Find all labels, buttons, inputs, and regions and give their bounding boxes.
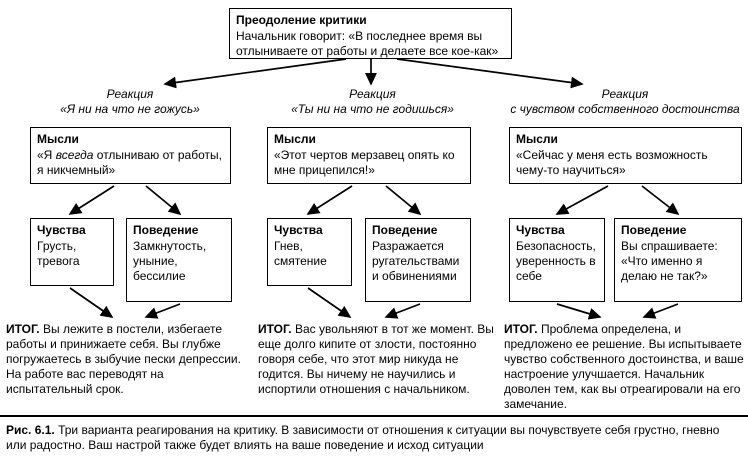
reaction-label-1 (35, 87, 225, 117)
thoughts-box-1 (30, 127, 231, 184)
feelings-text-1: Грусть, тревога (37, 239, 80, 268)
reaction-quote-3: с чувством собственного достоинства (510, 102, 740, 116)
behavior-text-3: Вы спрашиваете: «Что именно я делаю не так?» (621, 239, 718, 283)
behavior-box-1 (126, 218, 232, 302)
behavior-box-3 (614, 218, 742, 302)
figure-caption-label: Рис. 6.1. (6, 423, 55, 437)
reaction-quote-1: «Я ни на что не гожусь» (60, 102, 200, 116)
thoughts-title-1: Мысли (37, 132, 79, 146)
behavior-text-1: Замкнутость, уныние, бессилие (133, 239, 207, 283)
feelings-text-2: Гнев, смятение (274, 239, 327, 268)
figure-caption-text: Три варианта реагирования на критику. В зависимости от отношения к ситуации вы почувствуете себя грустно, гневно или радостно. Ваш настрой также будет влиять на ваше поведение и исход ситуации (6, 423, 720, 452)
feelings-text-3: Безопасность, уверенность в себе (516, 239, 596, 283)
arrow-feelings3-to-outcome3 (557, 304, 600, 317)
behavior-title-3: Поведение (621, 223, 687, 237)
arrow-behavior3-to-outcome3 (644, 304, 678, 317)
arrow-behavior2-to-outcome2 (386, 304, 420, 317)
arrow-top-to-reaction-1 (165, 59, 346, 84)
arrow-feelings2-to-outcome2 (308, 288, 350, 317)
thoughts-title-3: Мысли (516, 132, 558, 146)
thoughts-text-1: «Я всегда отлыниваю от работы, я никчемный» (37, 148, 222, 177)
reaction-label-2 (275, 87, 470, 117)
arrow-thoughts1-to-behavior1 (146, 186, 180, 214)
arrow-feelings1-to-outcome1 (70, 288, 112, 317)
reaction-word-3: Реакция (601, 87, 649, 101)
thoughts-title-2: Мысли (274, 132, 316, 146)
outcome-text-3: ИТОГ. Проблема определена, и предложено ее решение. Вы испытываете чувство собственного достоинства, и ваше настроение улучшается. Начальник доволен тем, как вы отреагировали на его замечание. (504, 322, 744, 411)
problem-box (229, 8, 512, 59)
thoughts-text-3: «Сейчас у меня есть возможность чему-то научиться» (516, 148, 708, 177)
thoughts-box-3 (509, 127, 742, 184)
reaction-word-1: Реакция (106, 87, 154, 101)
feelings-title-2: Чувства (274, 223, 323, 237)
thoughts-text-2: «Этот чертов мерзавец опять ко мне прицепился!» (274, 148, 455, 177)
arrow-thoughts2-to-feelings2 (308, 186, 352, 214)
reaction-quote-2: «Ты ни на что не годишься» (291, 102, 454, 116)
feelings-box-3 (509, 218, 605, 302)
feelings-box-1 (30, 218, 114, 286)
behavior-text-2: Разражается ругательствами и обвинениями (372, 239, 460, 283)
outcome-text-2: ИТОГ. Вас увольняют в тот же момент. Вы еще долго кипите от злости, постоянно говоря себе, что этот мир никуда не годится. Вы ничему не научились и испортили отношения с начальником. (258, 322, 494, 396)
outcome-text-1: ИТОГ. Вы лежите в постели, избегаете работы и принижаете себя. Вы глубже погружаетесь в зыбучие пески депрессии. На работе вас переводят на испытательный срок. (6, 322, 241, 396)
feelings-title-1: Чувства (37, 223, 86, 237)
feelings-box-2 (267, 218, 352, 286)
arrow-thoughts1-to-feelings1 (70, 186, 114, 214)
arrow-top-to-reaction-3 (397, 59, 582, 84)
reaction-word-2: Реакция (349, 87, 396, 101)
arrow-thoughts3-to-behavior3 (642, 186, 678, 214)
arrow-behavior1-to-outcome1 (146, 304, 180, 317)
arrow-thoughts3-to-feelings3 (557, 186, 608, 214)
behavior-box-2 (365, 218, 471, 302)
thoughts-box-2 (267, 127, 471, 184)
problem-title: Преодоление критики (236, 13, 367, 27)
figure-caption (6, 423, 742, 453)
reaction-label-3 (505, 87, 745, 117)
feelings-title-3: Чувства (516, 223, 565, 237)
behavior-title-2: Поведение (372, 223, 438, 237)
arrow-thoughts2-to-behavior2 (386, 186, 420, 214)
behavior-title-1: Поведение (133, 223, 199, 237)
problem-text: Начальник говорит: «В последнее время вы отлыниваете от работы и делаете все кое-как» (236, 29, 499, 58)
caption-divider (0, 415, 748, 417)
